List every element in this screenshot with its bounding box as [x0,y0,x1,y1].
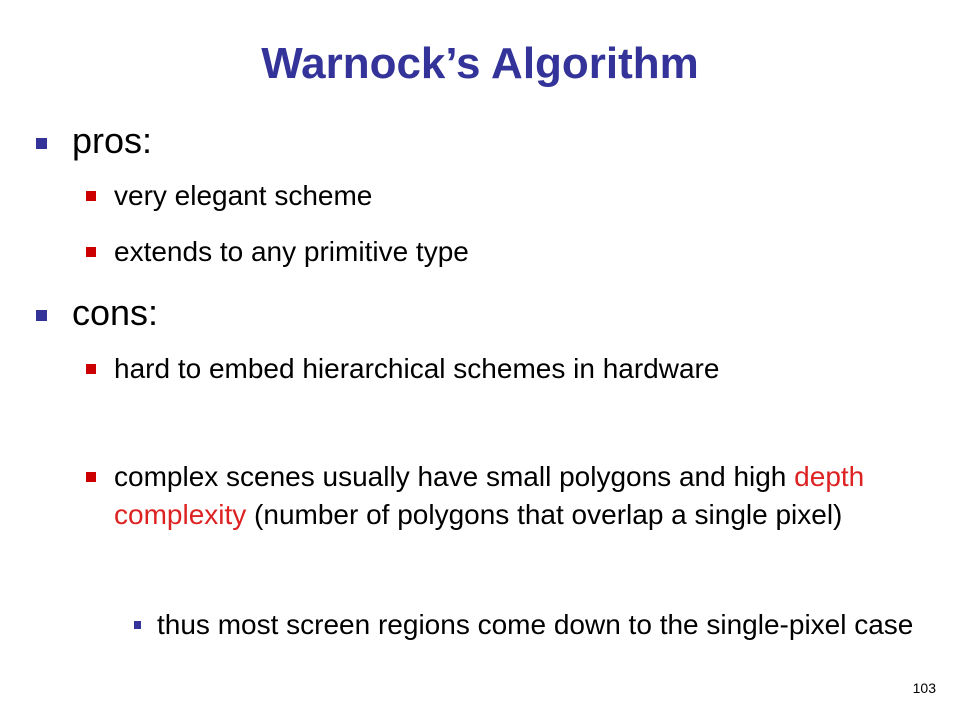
square-bullet-icon [36,310,47,321]
cons-label: cons: [72,292,159,333]
square-bullet-icon [86,191,96,201]
cons-item-1 [114,350,814,388]
pros-item-text: very elegant scheme [114,180,373,211]
square-bullet-icon [86,472,96,482]
pros-item-2 [114,233,914,271]
pros-item-1 [114,177,914,215]
pros-item-text: extends to any primitive type [114,236,469,267]
square-bullet-icon [134,621,141,629]
square-bullet-icon [86,247,96,257]
bullet-pros [72,121,152,161]
cons-subitem-text: thus most screen regions come down to the single-pixel case [157,609,914,640]
slide-title: Warnock’s Algorithm [261,39,699,88]
cons-item-2 [114,458,914,534]
page-number: 103 [912,680,936,696]
square-bullet-icon [36,138,47,149]
cons-item-text-part1: complex scenes usually have small polygons and high [114,461,795,492]
cons-item-text-part2: (number of polygons that overlap a single pixel) [246,499,843,530]
bullet-cons [72,293,158,333]
square-bullet-icon [86,364,96,374]
pros-label: pros: [72,120,153,161]
depth-complexity-highlight: depth complexity [114,461,865,530]
cons-subitem [157,606,917,644]
cons-item-text: hard to embed hierarchical schemes in hardware [114,353,720,384]
